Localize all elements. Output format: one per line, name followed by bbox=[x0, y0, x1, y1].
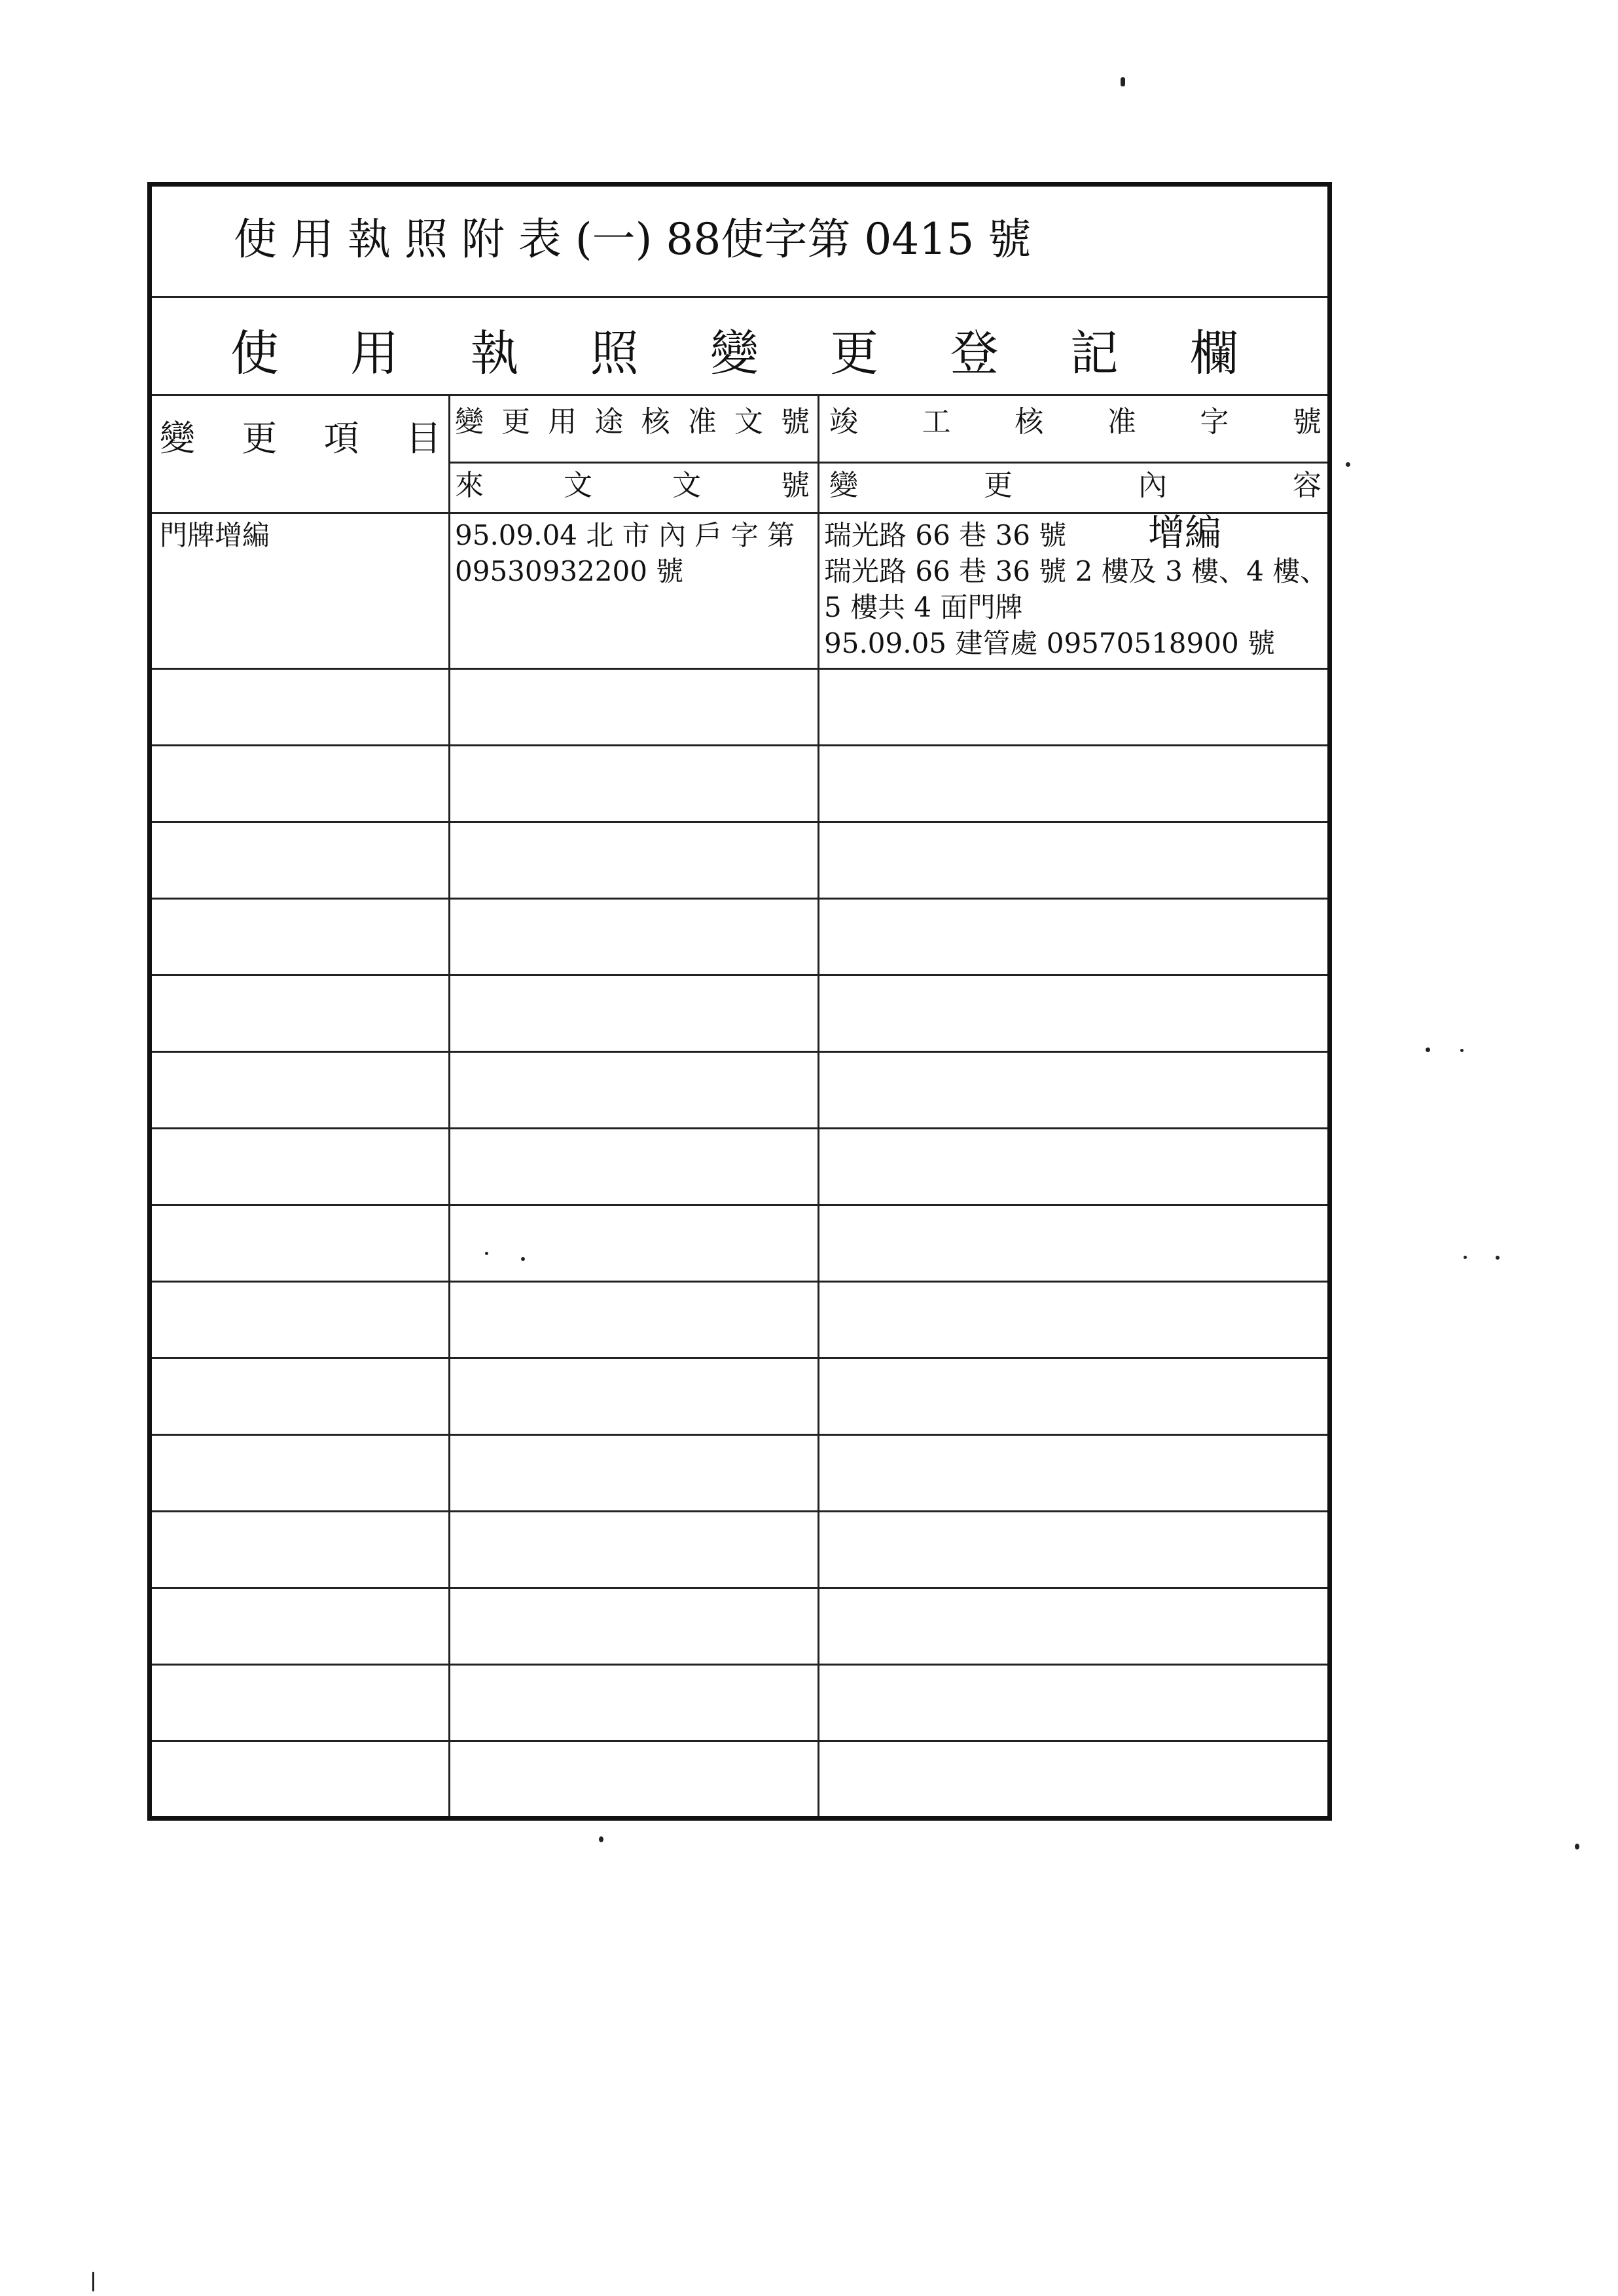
row-divider bbox=[152, 898, 1327, 900]
header-char: 變 bbox=[160, 418, 195, 459]
scan-speck bbox=[1575, 1844, 1579, 1850]
entry-content-line2: 瑞光路 66 巷 36 號 2 樓及 3 樓、4 樓、 bbox=[824, 555, 1328, 587]
row-divider bbox=[152, 1051, 1327, 1053]
row-divider bbox=[152, 821, 1327, 823]
entry-content-handwritten: 增編 bbox=[1148, 512, 1221, 555]
scan-speck bbox=[485, 1252, 488, 1255]
entry-item: 門牌增編 bbox=[160, 519, 270, 551]
row-divider bbox=[152, 1740, 1327, 1742]
header-char: 文 bbox=[564, 469, 592, 502]
entry-content-line4: 95.09.05 建管處 09570518900 號 bbox=[824, 627, 1276, 659]
section-title-char: 登 bbox=[950, 325, 999, 382]
section-title-char: 使 bbox=[230, 325, 279, 382]
divider bbox=[152, 296, 1327, 298]
row-divider bbox=[152, 1434, 1327, 1436]
row-divider bbox=[152, 974, 1327, 976]
scan-speck bbox=[521, 1257, 525, 1261]
row-divider bbox=[152, 1664, 1327, 1666]
header-char: 字 bbox=[1200, 405, 1229, 439]
form-title: 使 用 執 照 附 表 (一) 88使字第 0415 號 bbox=[234, 214, 1032, 264]
scan-speck bbox=[1426, 1048, 1430, 1052]
header-char: 容 bbox=[1293, 469, 1321, 502]
entry-doc-line1: 95.09.04 北 市 內 戶 字 第 bbox=[455, 519, 795, 551]
header-change-item bbox=[160, 419, 441, 458]
section-title-char: 記 bbox=[1070, 325, 1119, 382]
header-char: 項 bbox=[323, 418, 359, 459]
header-char: 更 bbox=[984, 469, 1013, 502]
header-usage-approval bbox=[455, 406, 810, 439]
header-char: 目 bbox=[405, 418, 441, 459]
section-title-char: 執 bbox=[470, 325, 519, 382]
column-divider bbox=[448, 394, 450, 1816]
scan-speck bbox=[1460, 1049, 1464, 1052]
header-completion-approval bbox=[829, 406, 1321, 439]
entry-doc-line2: 09530932200 號 bbox=[455, 555, 684, 587]
header-char: 號 bbox=[780, 405, 810, 439]
header-char: 用 bbox=[548, 405, 577, 439]
section-title-char: 欄 bbox=[1190, 325, 1238, 382]
scan-speck bbox=[1346, 462, 1350, 467]
row-divider bbox=[152, 1127, 1327, 1129]
section-title-char: 照 bbox=[590, 325, 639, 382]
column-divider bbox=[818, 394, 819, 1816]
scan-speck bbox=[1496, 1256, 1500, 1260]
header-char: 變 bbox=[455, 405, 484, 439]
header-char: 途 bbox=[594, 405, 624, 439]
header-change-content bbox=[829, 469, 1321, 502]
row-divider bbox=[152, 1281, 1327, 1283]
header-char: 號 bbox=[1292, 405, 1321, 439]
header-char: 內 bbox=[1138, 469, 1167, 502]
header-char: 核 bbox=[1015, 405, 1044, 439]
header-char: 文 bbox=[734, 405, 763, 439]
entry-content-line1: 瑞光路 66 巷 36 號 bbox=[824, 519, 1067, 551]
header-char: 工 bbox=[922, 405, 951, 439]
header-char: 文 bbox=[672, 469, 701, 502]
header-char: 竣 bbox=[829, 405, 858, 439]
section-title bbox=[230, 327, 1238, 380]
entry-content-line3: 5 樓共 4 面門牌 bbox=[824, 591, 1023, 623]
section-title-char: 用 bbox=[350, 325, 399, 382]
header-char: 核 bbox=[641, 405, 670, 439]
scan-speck bbox=[599, 1836, 603, 1842]
row-divider bbox=[152, 1587, 1327, 1589]
header-char: 號 bbox=[781, 469, 810, 502]
section-title-char: 變 bbox=[710, 325, 759, 382]
row-divider bbox=[152, 668, 1327, 670]
header-incoming-doc bbox=[455, 469, 810, 502]
header-char: 更 bbox=[242, 418, 278, 459]
scan-speck bbox=[92, 2272, 94, 2291]
section-title-char: 更 bbox=[830, 325, 879, 382]
header-char: 准 bbox=[687, 405, 717, 439]
form-frame bbox=[147, 182, 1332, 1821]
scan-speck bbox=[1464, 1256, 1467, 1259]
row-divider bbox=[152, 1357, 1327, 1359]
header-char: 變 bbox=[829, 469, 858, 502]
header-char: 來 bbox=[455, 469, 484, 502]
scan-speck bbox=[1121, 77, 1125, 86]
row-divider bbox=[152, 1204, 1327, 1206]
divider bbox=[450, 462, 1327, 464]
header-char: 准 bbox=[1107, 405, 1136, 439]
row-divider bbox=[152, 1510, 1327, 1512]
row-divider bbox=[152, 744, 1327, 746]
header-char: 更 bbox=[501, 405, 531, 439]
divider bbox=[152, 394, 1327, 396]
